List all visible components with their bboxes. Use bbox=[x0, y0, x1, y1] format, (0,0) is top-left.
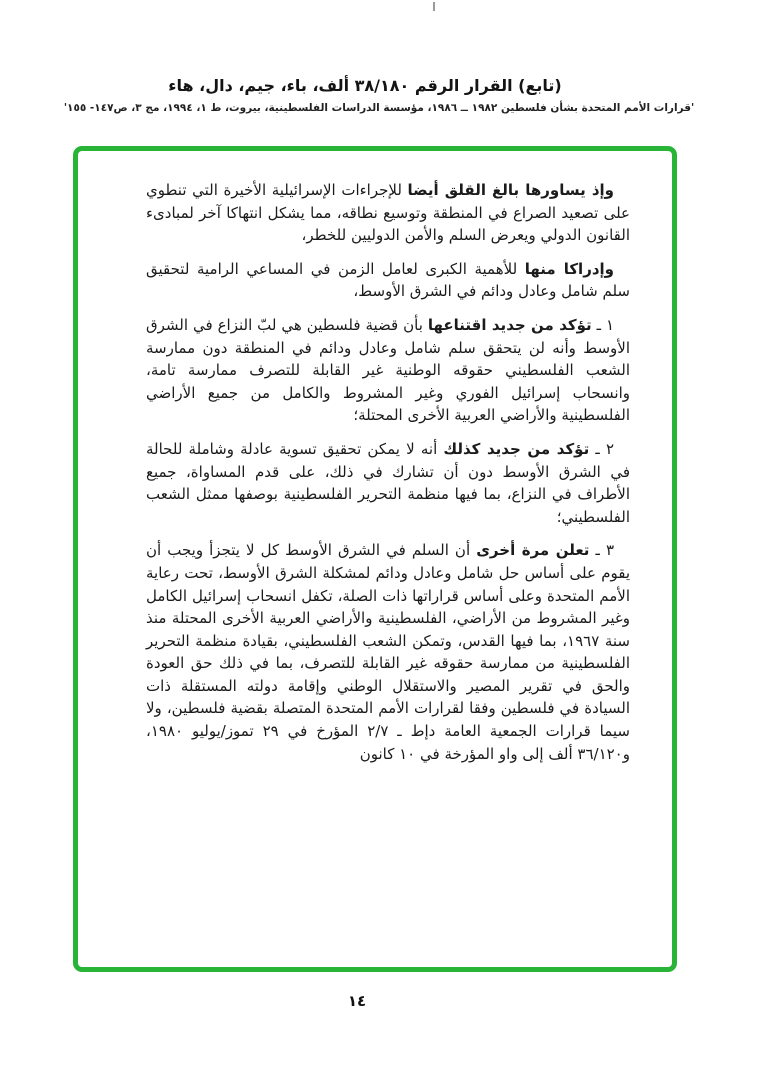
paragraph-body-text: بأن قضية فلسطين هي لبّ النزاع في الشرق الأوسط وأنه لن يتحقق سلم شامل وعادل ودائم في المنطقة دون ممارسة الشعب الفلسطيني حقوقه الوطنية غير القابلة للتصرف ممارسة تامة، وانسحاب إسرائيل الفوري وغير المشروط والكامل من جميع الأراضي الفلسطينية والأراضي العربية الأخرى المحتلة؛ bbox=[146, 315, 630, 425]
body-paragraph bbox=[146, 438, 630, 528]
paragraph-number: ١ ـ bbox=[591, 315, 615, 334]
top-edge-scan-mark bbox=[433, 2, 435, 11]
paragraph-number: ٣ ـ bbox=[589, 541, 615, 560]
paragraph-lead-bold: تؤكد من جديد كذلك bbox=[443, 439, 590, 458]
paragraph-list bbox=[146, 179, 630, 765]
paragraph-body-text: للأهمية الكبرى لعامل الزمن في المساعي الرامية لتحقيق سلم شامل وعادل ودائم في الشرق الأوسط، bbox=[146, 259, 630, 301]
body-paragraph bbox=[146, 314, 630, 427]
body-paragraph bbox=[146, 539, 630, 765]
paragraph-body-text: أنه لا يمكن تحقيق تسوية عادلة وشاملة للحالة في الشرق الأوسط دون أن تشارك في ذلك، على قدم المساواة، جميع الأطراف في النزاع، بما فيها منظمة التحرير الفلسطينية بوصفها ممثل الشعب الفلسطيني؛ bbox=[146, 439, 630, 526]
resolution-text-block bbox=[146, 179, 630, 776]
paragraph-lead-bold: وإدراكا منها bbox=[524, 259, 615, 278]
paragraph-lead-bold: تؤكد من جديد اقتناعها bbox=[427, 315, 592, 334]
paragraph-number: ٢ ـ bbox=[589, 439, 614, 458]
page-header bbox=[0, 76, 758, 114]
source-citation-line: 'قرارات الأمم المتحدة بشأن فلسطين ١٩٨٢ ــ ١٩٨٦، مؤسسة الدراسات الفلسطينية، بيروت، ط ١، ١٩٩٤، مج ٣، ص١٤٧- ١٥٥' bbox=[63, 102, 695, 114]
page-number: ١٤ bbox=[347, 992, 367, 1010]
paragraph-body-text: أن السلم في الشرق الأوسط كل لا يتجزأ ويجب أن يقوم على أساس حل شامل وعادل ودائم لمشكلة الشرق الأوسط، تحت رعاية الأمم المتحدة وعلى أساس قراراتها ذات الصلة، تكفل انسحاب إسرائيل الكامل وغير المشروط من الأراضي، الفلسطينية والأراضي العربية الأخرى المحتلة منذ سنة ١٩٦٧، بما فيها القدس، وتمكن الشعب الفلسطيني، بقيادة منظمة التحرير الفلسطينية من ممارسة حقوقه غير القابلة للتصرف، بما في ذلك حق العودة والحق في تقرير المصير والاستقلال الوطني وإقامة دولته المستقلة ذات السيادة في فلسطين وفقا لقرارات الأمم المتحدة المتصلة بقضية فلسطين، ولا سيما قرارات الجمعية العامة دإط ـ ٢/٧ المؤرخ في ٢٩ تموز/يوليو ١٩٨٠، و٣٦/١٢٠ ألف إلى واو المؤرخة في ١٠ كانون bbox=[146, 541, 631, 763]
paragraph-lead-bold: تعلن مرة أخرى bbox=[476, 541, 590, 560]
paragraph-lead-bold: وإذ يساورها بالغ القلق أيضا bbox=[407, 181, 614, 199]
body-paragraph bbox=[146, 179, 630, 247]
paragraph-body-text: للإجراءات الإسرائيلية الأخيرة التي تنطوي على تصعيد الصراع في المنطقة وتوسيع نطاقه، مما يشكل انتهاكا آخر لمبادىء القانون الدولي ويعرض السلم والأمن الدوليين للخطر، bbox=[146, 181, 630, 245]
body-paragraph bbox=[146, 258, 630, 303]
resolution-title: (تابع) القرار الرقم ٣٨/١٨٠ ألف، باء، جيم، دال، هاء bbox=[168, 76, 562, 95]
green-highlight-border-box bbox=[73, 146, 677, 972]
